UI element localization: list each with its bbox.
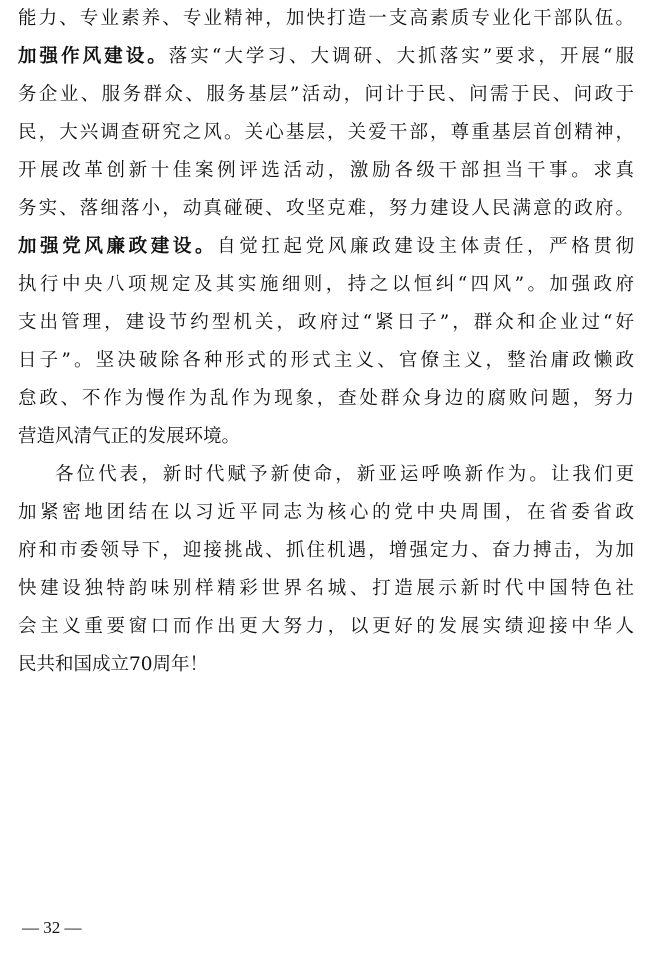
paragraph-work-style [18, 38, 634, 228]
text-line [18, 228, 634, 266]
line-text: 自觉扛起党风廉政建设主体责任，严格贯彻 [217, 236, 634, 257]
text-line [18, 304, 634, 342]
line-text: 执行中央八项规定及其实施细则，持之以恒纠“四风”。加强政府 [18, 274, 634, 295]
text-line [18, 152, 634, 190]
text-line [18, 570, 634, 608]
text-line [18, 380, 634, 418]
line-text: 民共和国成立70周年！ [18, 654, 209, 675]
page-number: — 32 — [22, 918, 82, 937]
line-text: 快建设独特韵味别样精彩世界名城、打造展示新时代中国特色社 [18, 578, 634, 599]
text-line [18, 456, 634, 494]
line-text: 府和市委领导下，迎接挑战、抓住机遇，增强定力、奋力搏击，为加 [18, 540, 634, 561]
line-text: 各位代表，新时代赋予新使命，新亚运呼唤新作为。让我们更 [55, 464, 634, 485]
text-line [18, 608, 634, 646]
line-text: 营造风清气正的发展环境。 [18, 426, 241, 447]
paragraph-cadre-team [18, 0, 634, 38]
text-line [18, 114, 634, 152]
section-heading-work-style: 加强作风建设。 [18, 46, 169, 67]
document-page [18, 0, 634, 684]
line-text: 怠政、不作为慢作为乱作为现象，查处群众身边的腐败问题，努力 [18, 388, 634, 409]
text-line [18, 342, 634, 380]
line-text: 务实、落细落小，动真碰硬、攻坚克难，努力建设人民满意的政府。 [18, 198, 634, 219]
line-text: 民，大兴调查研究之风。关心基层，关爱干部，尊重基层首创精神， [18, 122, 634, 143]
line-text: 会主义重要窗口而作出更大努力，以更好的发展实绩迎接中华人 [18, 616, 634, 637]
text-line [18, 532, 634, 570]
text-line [18, 190, 634, 228]
paragraph-closing [18, 456, 634, 684]
text-line [18, 494, 634, 532]
text-line [18, 0, 634, 38]
line-text: 加紧密地团结在以习近平同志为核心的党中央周围，在省委省政 [18, 502, 634, 523]
line-text: 开展改革创新十佳案例评选活动，激励各级干部担当干事。求真 [18, 160, 634, 181]
paragraph-party-integrity [18, 228, 634, 456]
text-line [18, 646, 634, 684]
text-line [18, 76, 634, 114]
line-text: 支出管理，建设节约型机关，政府过“紧日子”，群众和企业过“好 [18, 312, 634, 333]
text-line [18, 266, 634, 304]
text-line [18, 418, 634, 456]
section-heading-party-integrity: 加强党风廉政建设。 [18, 236, 218, 257]
line-text: 能力、专业素养、专业精神，加快打造一支高素质专业化干部队伍。 [18, 8, 634, 29]
line-text: 务企业、服务群众、服务基层”活动，问计于民、问需于民、问政于 [18, 84, 634, 105]
text-line [18, 38, 634, 76]
line-text: 落实“大学习、大调研、大抓落实”要求，开展“服 [168, 46, 634, 67]
line-text: 日子”。坚决破除各种形式的形式主义、官僚主义，整治庸政懒政 [18, 350, 634, 371]
